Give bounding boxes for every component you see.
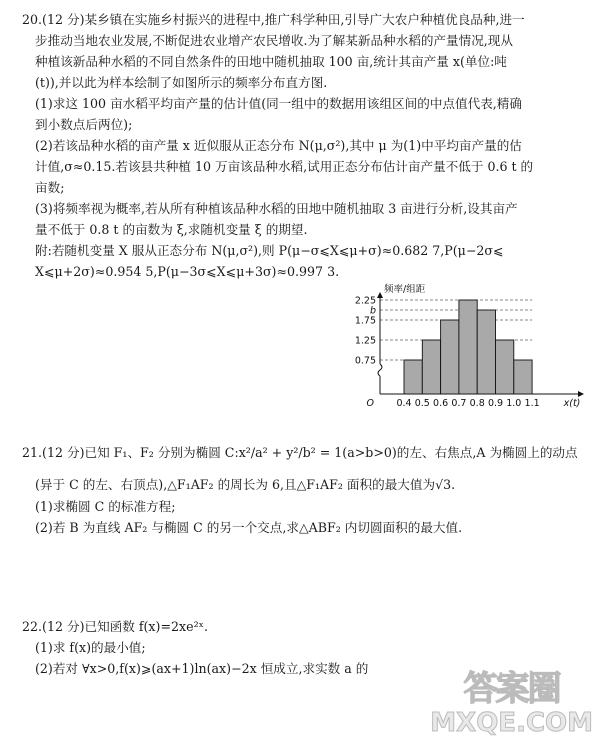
x-axis-title: x(t): [563, 398, 581, 409]
histogram-bar: [459, 300, 477, 394]
q20-line: 20.(12 分)某乡镇在实施乡村振兴的进程中,推广科学种田,引导广大农户种植优良品种,进一: [22, 12, 525, 27]
q20-line: 亩数;: [35, 180, 65, 195]
watermark: [430, 661, 593, 736]
y-axis-title: 频率/组距: [384, 284, 426, 295]
watermark-logo: 答案圈: [463, 669, 560, 709]
x-tick-label: 0.7: [451, 398, 467, 409]
q20-line: X⩽μ+2σ)≈0.954 5,P(μ−3σ⩽X⩽μ+3σ)≈0.997 3.: [35, 264, 340, 279]
q20-line: (2)若该品种水稻的亩产量 x 近似服从正态分布 N(μ,σ²),其中 μ 为(1)中平均亩产量的估: [35, 138, 522, 153]
histogram-bar: [477, 310, 495, 394]
x-tick-label: 0.8: [469, 398, 485, 409]
q20-line: (3)将频率视为概率,若从所有种植该品种水稻的田地中随机抽取 3 亩进行分析,设其亩产: [35, 201, 518, 216]
x-axis-arrow: [578, 391, 584, 397]
q20-line: 到小数点后两位);: [35, 117, 133, 132]
q21-line: (1)求椭圆 C 的标准方程;: [35, 499, 176, 514]
y-tick-label: b: [369, 305, 376, 317]
q21-line: (异于 C 的左、右顶点),△F₁AF₂ 的周长为 6,且△F₁AF₂ 面积的最大值为√3.: [35, 477, 456, 492]
y-axis-break: [378, 364, 382, 376]
origin-label: O: [366, 398, 374, 409]
q20-line: 步推动当地农业发展,不断促进农业增产农民增收.为了解某新品种水稻的产量情况,现从: [35, 33, 513, 48]
q20-line: (t)),并以此为样本绘制了如图所示的频率分布直方图.: [35, 75, 328, 90]
q20-line: 附:若随机变量 X 服从正态分布 N(μ,σ²),则 P(μ−σ⩽X⩽μ+σ)≈0.682 7,P(μ−2σ⩽: [35, 243, 504, 258]
histogram-bar: [514, 360, 532, 394]
y-tick-label: 1.75: [354, 315, 376, 327]
q22-line: (1)求 f(x)的最小值;: [35, 640, 146, 655]
x-tick-label: 0.5: [414, 398, 430, 409]
histogram-bar: [404, 360, 422, 394]
x-tick-label: 0.4: [396, 398, 412, 409]
y-tick-label: 0.75: [354, 355, 376, 367]
y-tick-label: 2.25: [354, 295, 376, 307]
q20-line: 种植该新品种水稻的不同自然条件的田地中随机抽取 100 亩,统计其亩产量 x(单位:吨: [35, 54, 507, 69]
q20-line: (1)求这 100 亩水稻平均亩产量的估计值(同一组中的数据用该组区间的中点值代表,精确: [35, 96, 522, 111]
q22-line: 22.(12 分)已知函数 f(x)=2xe²ˣ.: [22, 619, 208, 634]
histogram-bar: [496, 340, 514, 394]
q22-line: (2)若对 ∀x>0,f(x)⩾(ax+1)ln(ax)−2x 恒成立,求实数 a 的: [35, 661, 369, 676]
histogram-bar: [441, 320, 459, 394]
q20-line: 量不低于 0.8 t 的亩数为 ξ,求随机变量 ξ 的期望.: [35, 222, 308, 237]
frequency-histogram: [346, 284, 586, 412]
x-tick-label: 0.6: [433, 398, 449, 409]
q21-line: 21.(12 分)已知 F₁、F₂ 分别为椭圆 C:x²/a² + y²/b² = 1(a>b>0)的左、右焦点,A 为椭圆上的动点: [22, 445, 578, 460]
y-axis-arrow: [377, 292, 383, 298]
watermark-url: MXQE.COM: [430, 708, 593, 738]
x-tick-label: 1.0: [506, 398, 522, 409]
x-tick-label: 1.1: [524, 398, 540, 409]
y-tick-label: 1.25: [354, 335, 376, 347]
histogram-bar: [422, 340, 440, 394]
x-tick-label: 0.9: [487, 398, 504, 409]
q21-line: (2)若 B 为直线 AF₂ 与椭圆 C 的另一个交点,求△ABF₂ 内切圆面积的最大值.: [35, 520, 463, 535]
q20-line: 计值,σ≈0.15.若该县共种植 10 万亩该品种水稻,试用正态分布估计亩产量不低于 0.6 t 的: [35, 159, 534, 174]
